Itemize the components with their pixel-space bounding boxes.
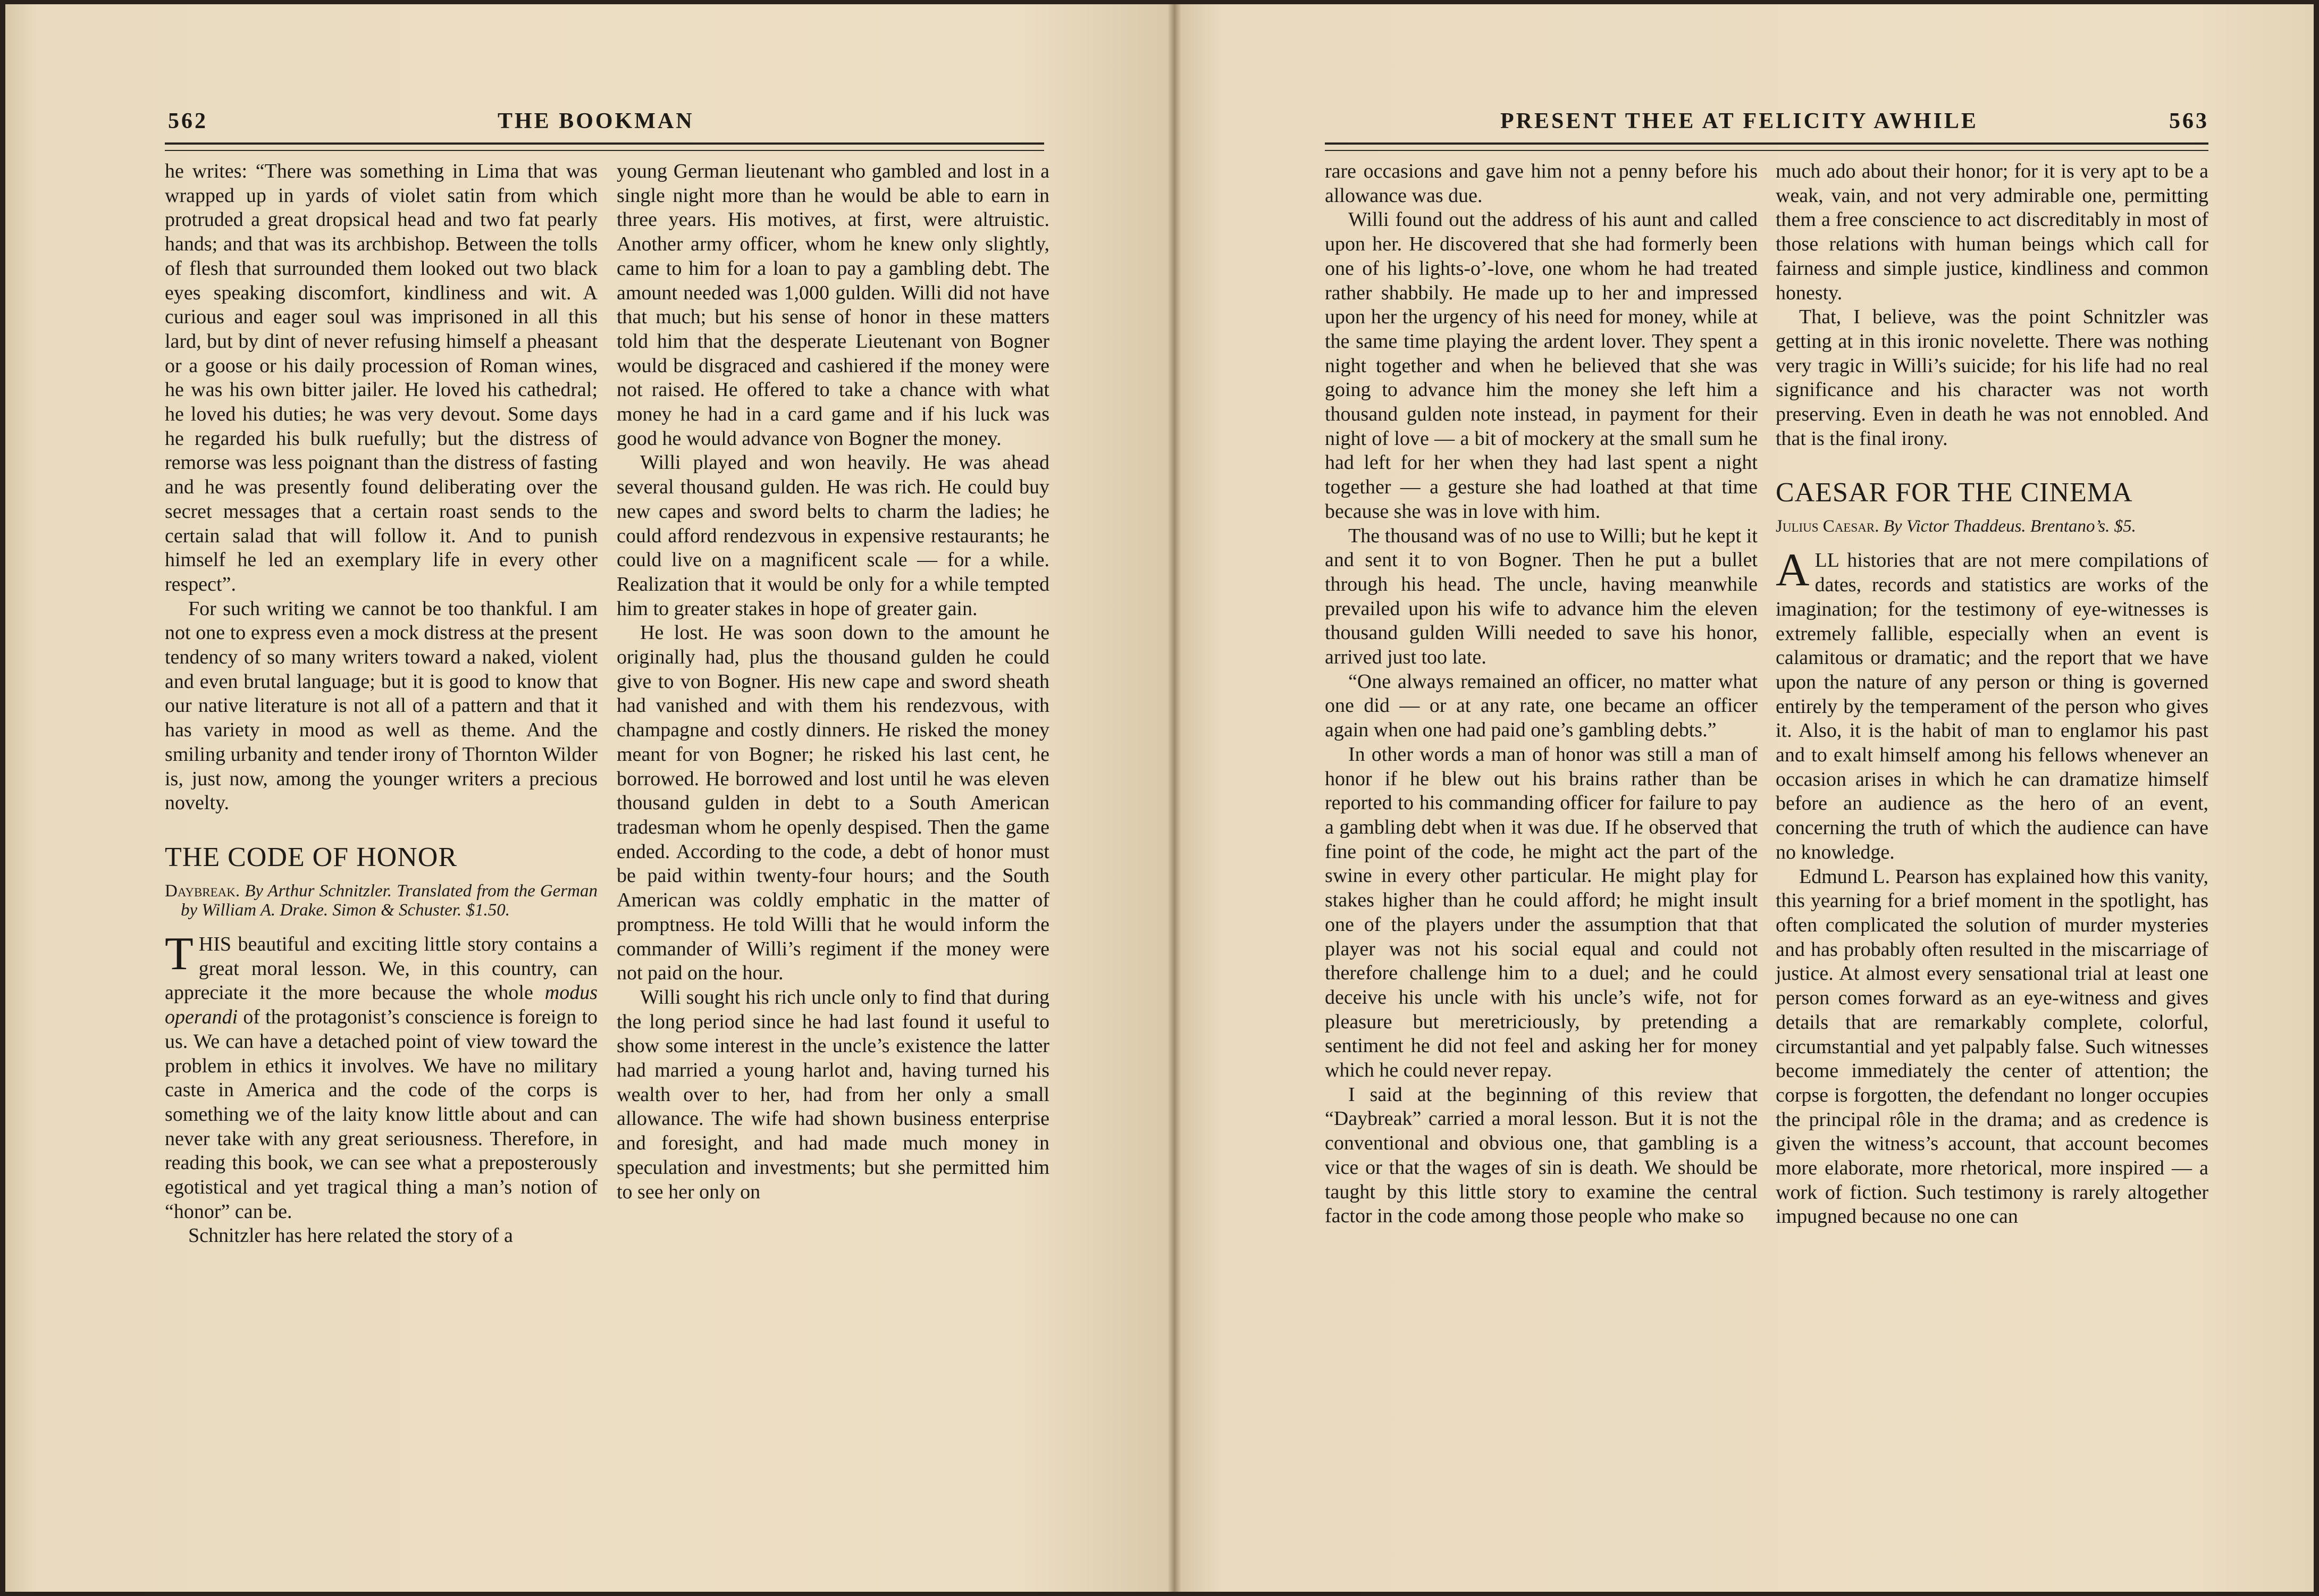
- left-column-2: [617, 159, 1049, 1204]
- running-title-left: THE BOOKMAN: [498, 109, 694, 133]
- book-gutter: [1167, 4, 1181, 1592]
- right-column-2: [1776, 159, 2208, 1229]
- paragraph: He lost. He was soon down to the amount he originally had, plus the thousand gulden he could give to von Bogner. His new cape and sword sheath had vanished and with them his rendezvous, with champagne and costly dinners. He risked the money meant for von Bogner; he risked his last cent, he borrowed. He borrowed and lost until he was eleven thousand gulden in debt to a South American tradesman whom he openly despised. Then the game ended. According to the code, a debt of honor must be paid within twenty-four hours; and the South American was coldly emphatic in the matter of promptness. He told Willi that he would inform the commander of Willi’s regiment if the money were not paid on the hour.: [617, 621, 1049, 985]
- left-column-1: [165, 159, 598, 1248]
- drop-cap: T: [165, 928, 194, 980]
- page-number-left: 562: [168, 109, 208, 133]
- page-number-right: 563: [2169, 109, 2209, 133]
- book-citation: [165, 881, 598, 920]
- paragraph: ALL histories that are not mere compilations of dates, records and statistics are works of the imagination; for the testimony of eye-witnesses is extremely fallible, especially when an event is calamitous or dramatic; and the report that we have upon the nature of any person or thing is governed entirely by the temperament of the person who gives it. Also, it is the habit of man to englamor his past and to exalt himself among his fellows whenever an occasion arises in which he can dramatize himself before an audience as the hero of an event, concerning the truth of which the audience can have no knowledge.: [1776, 544, 2208, 863]
- paragraph: Edmund L. Pearson has explained how this vanity, this yearning for a brief moment in the spotlight, has often complicated the solution of murder mysteries and has probably often resulted in the miscarriage of justice. At almost every sensational trial at least one person comes forward as an eye-witness and gives details that are remarkably complete, colorful, circumstantial and yet palpably false. Such witnesses become immediately the center of attention; the corpse is forgotten, the defendant no longer occupies the principal rôle in the drama; and as credence is given the witness’s account, that account becomes more elaborate, more rhetorical, more inspired — a work of fiction. Such testimony is rarely altogether impugned because no one can: [1776, 865, 2208, 1228]
- book-details: By Victor Thaddeus. Brentano’s. $5.: [1883, 517, 2136, 536]
- paragraph: young German lieutenant who gambled and lost in a single night more than he would be able to earn in three years. His motives, at first, were altruistic. Another army officer, whom he knew only slightly, came to him for a loan to pay a gambling debt. The amount needed was 1,000 gulden. Willi did not have that much; but his sense of honor in these matters told him that the desperate Lieutenant von Bogner would be disgraced and cashiered if the money were not raised. He offered to take a chance with what money he had in a card game and if his luck was good he would advance von Bogner the money.: [617, 160, 1049, 450]
- paragraph: THIS beautiful and exciting little story contains a great moral lesson. We, in this country, can appreciate it the more because the whole modus operandi of the protagonist’s conscience is foreign to us. We can have a detached point of view toward the problem in ethics it involves. We have no military caste in America and the code of the corps is something we of the laity know little about and can never take with any great seriousness. Therefore, in reading this book, we can see what a preposterously egotistical and yet tragical thing a man’s notion of “honor” can be.: [165, 928, 598, 1223]
- paragraph: Willi sought his rich uncle only to find that during the long period since he had last found it useful to show some interest in the uncle’s existence the latter had married a young harlot and, having turned his wealth over to her, had from her only a small allowance. The wife had shown business enterprise and foresight, and had made much money in speculation and investments; but she permitted him to see her only on: [617, 986, 1049, 1203]
- section-heading: CAESAR FOR THE CINEMA: [1776, 477, 2133, 508]
- paragraph: he writes: “There was something in Lima that was wrapped up in yards of violet satin from which protruded a great dropsical head and two fat pearly hands; and that was its archbishop. Between the tolls of flesh that surrounded them looked out two black eyes speaking discomfort, kindliness and wit. A curious and eager soul was imprisoned in all this lard, but by dint of never refusing himself a pheasant or a goose or his daily procession of Roman wines, he was his own bitter jailer. He loved his cathedral; he loved his duties; he was very devout. Some days he regarded his bulk ruefully; but the distress of remorse was less poignant than the distress of fasting and he was presently found deliberating over the secret messages that a certain roast sends to the certain salad that will follow it. And to punish himself he led an exemplary life in every other respect”.: [165, 160, 598, 595]
- book-details: By Arthur Schnitzler. Translated from the German by William A. Drake. Simon & Schuster. $1.50.: [181, 881, 598, 920]
- paragraph: Schnitzler has here related the story of a: [188, 1224, 513, 1247]
- running-title-right: PRESENT THEE AT FELICITY AWHILE: [1500, 109, 1978, 133]
- paragraph: In other words a man of honor was still a man of honor if he blew out his brains rather than be reported to his commanding officer for failure to pay a gambling debt when it was due. If he observed that fine point of the code, he might act the part of the swine in every other particular. He might play for stakes higher than he could afford; he might insult one of the players under the assumption that that player was not his social equal and could not therefore challenge him to a duel; and he could deceive his uncle with his uncle’s wife, not for pleasure but meretriciously, by pretending a sentiment he did not feel and asking her for money which he could never repay.: [1325, 743, 1758, 1082]
- right-page: [1174, 4, 2314, 1592]
- section-heading: THE CODE OF HONOR: [165, 842, 457, 872]
- book-title: Daybreak.: [165, 881, 240, 901]
- right-column-1: [1325, 159, 1758, 1229]
- paragraph: I said at the beginning of this review that “Daybreak” carried a moral lesson. But it is not the conventional and obvious one, that gambling is a vice or that the wages of sin is death. We should be taught by this little story to examine the central factor in the code among those people who make so: [1325, 1083, 1758, 1228]
- paragraph: Willi found out the address of his aunt and called upon her. He discovered that she had formerly been one of his lights-o’-love, one whom he had treated rather shabbily. He made up to her and impressed upon her the urgency of his need for money, while at the same time playing the ardent lover. They spent a night together and when he believed that she was going to advance him the money she left him a thousand gulden note instead, in payment for their night of love — a bit of mockery at the small sum he had left for her when they had last spent a night together — a gesture she had loathed at that time because she was in love with him.: [1325, 208, 1758, 523]
- header-rule-right: [1325, 142, 2208, 151]
- paragraph: “One always remained an officer, no matter what one did — or at any rate, one became an officer again when one had paid one’s gambling debts.”: [1325, 670, 1758, 742]
- paragraph: That, I believe, was the point Schnitzler was getting at in this ironic novelette. There was nothing very tragic in Willi’s suicide; for his life had no real significance and his character was not worth preserving. Even in death he was not ennobled. And that is the final irony.: [1776, 306, 2208, 450]
- header-rule-left: [165, 142, 1044, 151]
- book-spread: [5, 4, 2314, 1592]
- paragraph: For such writing we cannot be too thankful. I am not one to express even a mock distress at the present tendency of so many writers toward a naked, violent and even brutal language; but it is good to know that our native literature is not all of a pattern and that it has variety in mood as well as theme. And the smiling urbanity and tender irony of Thornton Wilder is, just now, among the younger writers a precious novelty.: [165, 597, 598, 814]
- drop-cap: A: [1776, 544, 1810, 597]
- book-citation: [1776, 517, 2208, 536]
- paragraph: much ado about their honor; for it is very apt to be a weak, vain, and not very admirable one, permitting them a free conscience to act discreditably in most of those relations with human beings which call for fairness and simple justice, kindliness and common honesty.: [1776, 160, 2208, 304]
- paragraph: rare occasions and gave him not a penny before his allowance was due.: [1325, 160, 1758, 207]
- paragraph: Willi played and won heavily. He was ahead several thousand gulden. He was rich. He could buy new capes and sword belts to charm the ladies; he could afford rendezvous in expensive restaurants; he could live on a magnificent scale — for a while. Realization that it would be only for a while tempted him to greater stakes in hope of greater gain.: [617, 451, 1049, 620]
- book-title: Julius Caesar.: [1776, 517, 1879, 536]
- left-page: [5, 4, 1174, 1592]
- paragraph: The thousand was of no use to Willi; but he kept it and sent it to von Bogner. Then he put a bullet through his head. The uncle, having meanwhile prevailed upon his wife to advance him the eleven thousand gulden Willi needed to save his honor, arrived just too late.: [1325, 524, 1758, 669]
